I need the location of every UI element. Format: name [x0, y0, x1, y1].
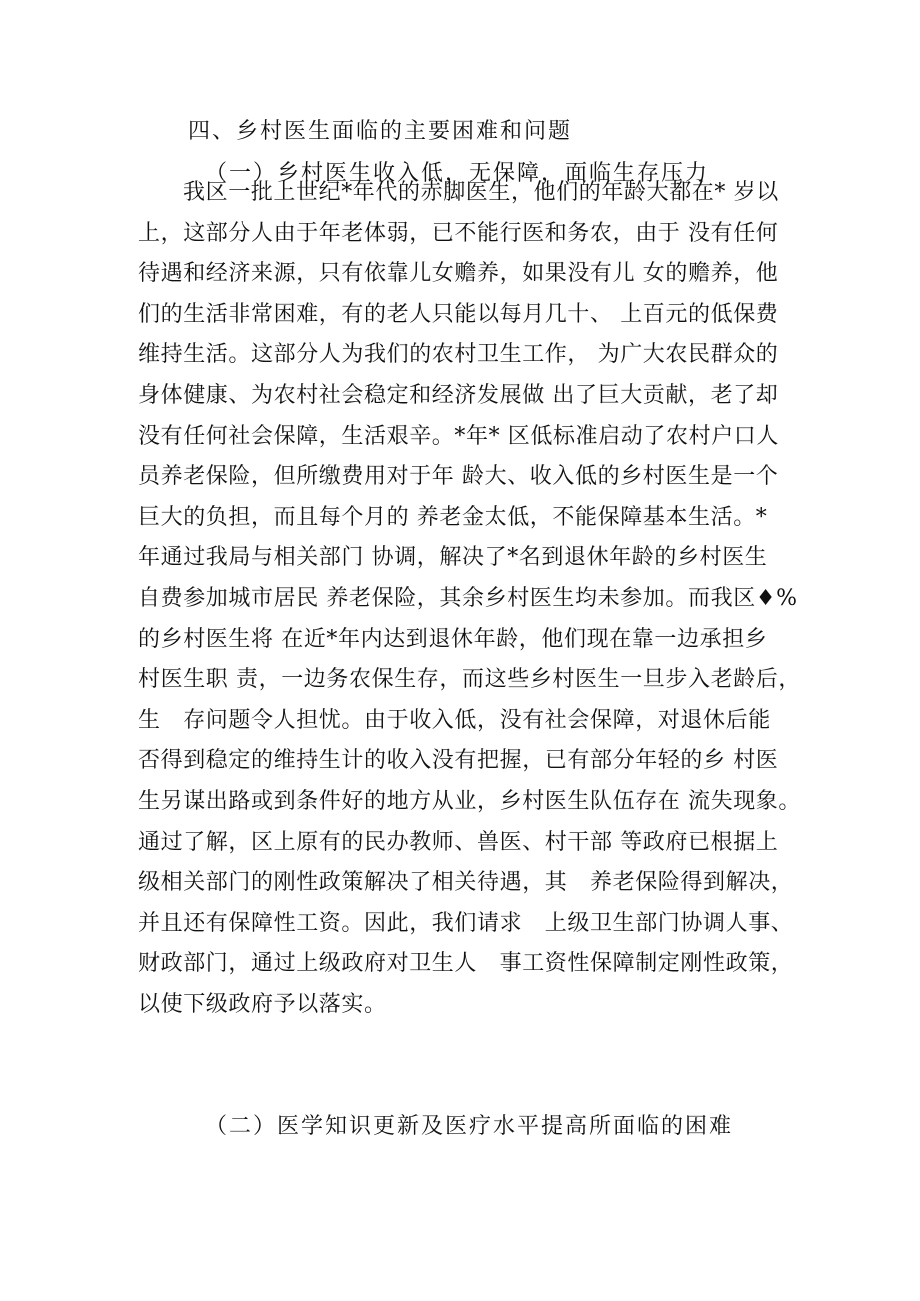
paragraph-line: 员养老保险，但所缴费用对于年 龄大、收入低的乡村医生是一个 — [138, 464, 779, 490]
paragraph-line: 村医生职 责，一边务农保生存，而这些乡村医生一旦步入老龄后， — [138, 667, 801, 693]
paragraph-line: 否得到稳定的维持生计的收入没有把握，已有部分年轻的乡 村医 — [138, 748, 779, 774]
paragraph-line: 我区一批上世纪*年代的赤脚医生，他们的年龄大都在* 岁以 — [183, 180, 779, 205]
paragraph-line: 待遇和经济来源，只有依靠儿女赡养，如果没有儿 女的赡养，他 — [138, 261, 779, 287]
paragraph-line: 自费参加城市居民 养老保险，其余乡村医生均未参加。而我区♦% — [138, 585, 798, 611]
paragraph-line: 维持生活。这部分人为我们的农村卫生工作， 为广大农民群众的 — [138, 342, 779, 368]
paragraph-line: 上，这部分人由于年老体弱，已不能行医和务农，由于 没有任何 — [138, 220, 779, 246]
paragraph-line: 巨大的负担，而且每个月的 养老金太低，不能保障基本生活。* — [138, 504, 768, 530]
paragraph-line: 通过了解，区上原有的民办教师、兽医、村干部 等政府已根据上 — [138, 829, 779, 855]
paragraph-line: 以使下级政府予以落实。 — [138, 991, 387, 1017]
paragraph-line: 身体健康、为农村社会稳定和经济发展做 出了巨大贡献，老了却 — [138, 382, 779, 408]
paragraph-line: 生 存问题令人担忧。由于收入低，没有社会保障，对退休后能 — [138, 707, 771, 733]
paragraph-body — [138, 173, 828, 1025]
section-heading: 四、乡村医生面临的主要困难和问题 — [188, 119, 573, 144]
paragraph-line: 年通过我局与相关部门 协调，解决了*名到退休年龄的乡村医生 — [138, 545, 768, 571]
paragraph-line: 的乡村医生将 在近*年内达到退休年龄，他们现在靠一边承担乡 — [138, 626, 768, 652]
paragraph-line: 财政部门，通过上级政府对卫生人 事工资性保障制定刚性政策， — [138, 951, 794, 977]
paragraph-line: 级相关部门的刚性政策解决了相关待遇，其 养老保险得到解决， — [138, 870, 794, 896]
subsection-2-heading: （二）医学知识更新及医疗水平提高所面临的困难 — [205, 1114, 734, 1139]
paragraph-line: 并且还有保障性工资。因此，我们请求 上级卫生部门协调人事、 — [138, 910, 794, 936]
paragraph-line: 们的生活非常困难，有的老人只能以每月几十、 上百元的低保费 — [138, 301, 779, 327]
paragraph-line: 生另谋出路或到条件好的地方从业，乡村医生队伍存在 流失现象。 — [138, 788, 801, 814]
subsection-1-heading: （一）乡村医生收入低，无保障，面临生存压力 — [205, 161, 710, 186]
paragraph-line: 没有任何社会保障，生活艰辛。*年* 区低标准启动了农村户口人 — [138, 423, 779, 449]
